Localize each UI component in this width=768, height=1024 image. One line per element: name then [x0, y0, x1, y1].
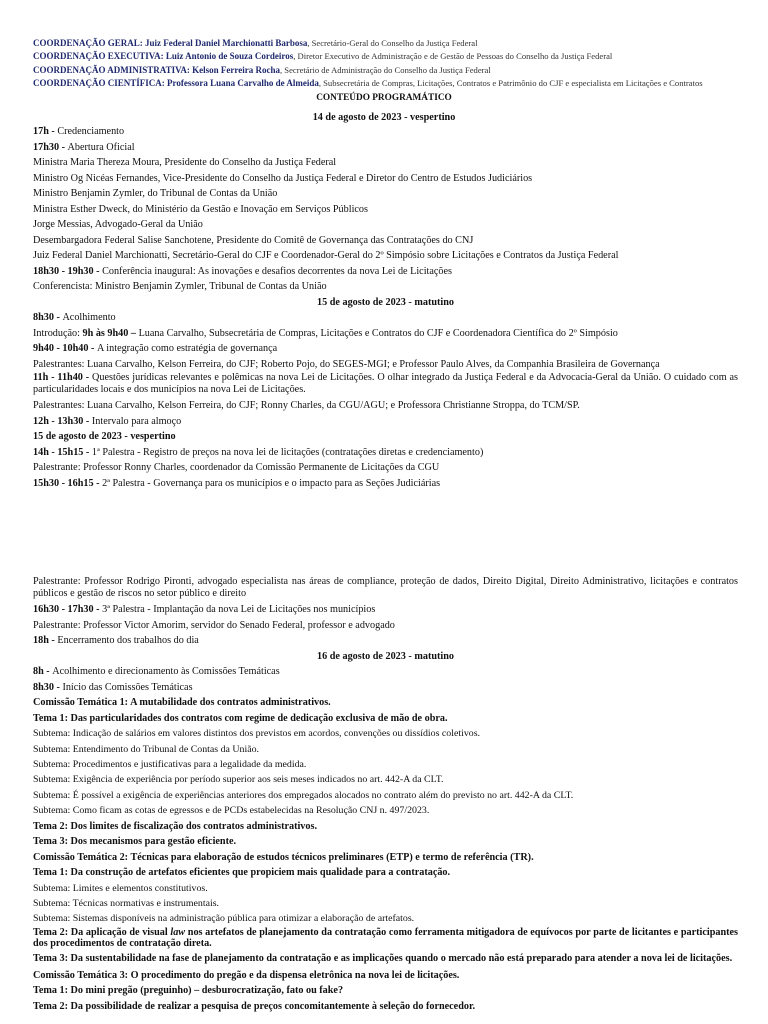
schedule-item	[33, 326, 738, 342]
speaker-line: Palestrante: Professor Rodrigo Pironti, advogado especialista nas áreas de compliance, proteção de dados, Direito Digital, Direito Administrativo, licitações e contratos públicos e gestão de riscos no setor público e direito	[33, 576, 738, 599]
item-text: Conferência inaugural: As inovações e desafios decorrentes da nova Lei de Licitações	[102, 265, 452, 277]
theme-heading: Tema 2: Da possibilidade de realizar a pesquisa de preços concomitantemente à seleção do fornecedor.	[33, 1000, 476, 1012]
speaker-line: Ministra Maria Thereza Moura, Presidente do Conselho da Justiça Federal	[33, 157, 337, 168]
subtheme-item: Subtema: Exigência de experiência por período superior aos seis meses indicados no art. 442-A da CLT.	[33, 774, 444, 786]
coordination-list	[33, 37, 753, 90]
item-prefix: Introdução:	[33, 327, 83, 339]
subtheme-item: Subtema: Como ficam as cotas de egressos e de PCDs estabelecidas na Resolução CNJ n. 497/2023.	[33, 805, 430, 817]
item-text: Acolhimento	[62, 312, 116, 323]
item-text: 3ª Palestra - Implantação da nova Lei de Licitações nos municípios	[102, 604, 376, 616]
item-text: Intervalo para almoço	[91, 415, 182, 427]
theme-heading: Tema 3: Da sustentabilidade na fase de planejamento da contratação e as implicações quando o mercado não está preparado para atender a nova lei de licitações.	[33, 953, 733, 965]
coordination-line: COORDENAÇÃO ADMINISTRATIVA: Kelson Ferreira Rocha, Secretário de Administração do Conselho da Justiça Federal	[33, 64, 491, 75]
item-text: A integração como estratégia de governança	[96, 343, 278, 354]
theme-heading: Tema 3: Dos mecanismos para gestão eficiente.	[33, 836, 237, 848]
time-label: 11h - 11h40 -	[33, 372, 93, 383]
time-label: 9h às 9h40 –	[82, 327, 137, 339]
speaker-line: Ministra Esther Dweck, do Ministério da Gestão e Inovação em Serviços Públicos	[33, 203, 368, 215]
theme-heading: 15 de agosto de 2023 - vespertino	[33, 431, 176, 443]
time-label: 9h40 - 10h40 -	[33, 343, 97, 354]
coordination-line: COORDENAÇÃO EXECUTIVA: Luiz Antonio de Souza Cordeiros, Diretor Executivo de Administração e de Gestão de Pessoas do Conselho da Justiça Federal	[33, 51, 613, 62]
schedule-item	[33, 310, 738, 326]
time-label: 15h30 - 16h15 -	[33, 477, 103, 489]
schedule-item	[33, 414, 738, 430]
time-label: 16h30 - 17h30 -	[33, 604, 103, 616]
coordination-line: COORDENAÇÃO CIENTÍFICA: Professora Luana Carvalho de Almeida, Subsecretária de Compras, Licitações, Contratos e Patrimônio do CJF e especialista em Licitações e Contratos	[33, 77, 703, 88]
theme-heading: Tema 1: Da construção de artefatos eficientes que propiciem mais qualidade para a contratação.	[33, 867, 451, 879]
time-label: 8h -	[33, 666, 53, 678]
date-heading: 16 de agosto de 2023 - matutino	[317, 650, 454, 662]
time-label: 17h -	[33, 126, 58, 137]
coordination-line: COORDENAÇÃO GERAL: Juiz Federal Daniel Marchionatti Barbosa, Secretário-Geral do Conselho da Justiça Federal	[33, 38, 478, 48]
item-text: Abertura Oficial	[67, 141, 135, 153]
item-text: Luana Carvalho, Subsecretária de Compras, Licitações e Contratos do CJF e Coordenadora Científica do 2º Simpósio	[136, 327, 618, 339]
speaker-line: Palestrantes: Luana Carvalho, Kelson Ferreira, do CJF; Roberto Pojo, do SEGES-MGI; e Professor Paulo Alves, da Companhia Brasileira de Governança	[33, 358, 660, 370]
item-text: Encerramento dos trabalhos do dia	[57, 635, 199, 647]
schedule-block	[33, 124, 738, 491]
schedule-item	[33, 140, 738, 156]
item-text: Início das Comissões Temáticas	[62, 681, 193, 693]
speaker-line: Palestrantes: Luana Carvalho, Kelson Ferreira, do CJF; Ronny Charles, da CGU/AGU; e Professora Christianne Stroppa, do TCM/SP.	[33, 400, 580, 412]
theme-heading: Comissão Temática 1: A mutabilidade dos contratos administrativos.	[33, 697, 331, 709]
subtheme-item: Subtema: Entendimento do Tribunal de Contas da União.	[33, 743, 260, 755]
theme-heading: Comissão Temática 3: O procedimento do pregão e da dispensa eletrônica na nova lei de licitações.	[33, 969, 460, 981]
subtheme-item: Subtema: É possível a exigência de experiências anteriores dos empregados alocados no contrato além do previsto no art. 442-A da CLT.	[33, 789, 574, 801]
subtheme-item: Subtema: Limites e elementos constitutivos.	[33, 882, 208, 894]
item-text: Acolhimento e direcionamento às Comissões Temáticas	[52, 666, 280, 678]
schedule-item	[33, 664, 738, 680]
theme-heading: Tema 2: Dos limites de fiscalização dos contratos administrativos.	[33, 820, 318, 832]
speaker-line: Jorge Messias, Advogado-Geral da União	[33, 219, 203, 230]
theme-heading: Tema 1: Do mini pregão (preguinho) – desburocratização, fato ou fake?	[33, 985, 344, 997]
speaker-line: Ministro Og Nicéas Fernandes, Vice-Presidente do Conselho da Justiça Federal e Diretor do Centro de Estudos Judiciários	[33, 172, 533, 184]
schedule-block	[33, 576, 738, 1014]
time-label: 12h - 13h30 -	[33, 415, 92, 427]
schedule-item	[33, 445, 738, 461]
schedule-item	[33, 602, 738, 618]
item-text: 1ª Palestra - Registro de preços na nova lei de licitações (contratações diretas e credenciamento)	[91, 446, 484, 458]
date-heading: 14 de agosto de 2023 - vespertino	[312, 112, 456, 123]
schedule-item	[33, 680, 738, 696]
schedule-item	[33, 633, 738, 649]
theme-heading: Tema 1: Das particularidades dos contratos com regime de dedicação exclusiva de mão de obra.	[33, 712, 448, 724]
program-title: CONTEÚDO PROGRAMÁTICO	[316, 93, 452, 103]
subtheme-item: Subtema: Sistemas disponíveis na administração pública para otimizar a elaboração de artefatos.	[33, 913, 415, 925]
speaker-line: Desembargadora Federal Salise Sanchotene, Presidente do Comitê de Governança das Contratações do CNJ	[33, 234, 474, 246]
schedule-item	[33, 476, 738, 492]
schedule-item	[33, 264, 738, 280]
schedule-item	[33, 124, 738, 140]
speaker-line: Palestrante: Professor Victor Amorim, servidor do Senado Federal, professor e advogado	[33, 619, 395, 631]
time-label: 8h30 -	[33, 312, 63, 323]
italic-word: law	[170, 926, 186, 938]
date-heading: 15 de agosto de 2023 - matutino	[317, 296, 454, 308]
speaker-line: Juiz Federal Daniel Marchionatti, Secretário-Geral do CJF e Coordenador-Geral do 2º Simpósio sobre Licitações e Contratos da Justiça Federal	[33, 250, 619, 261]
item-text: Credenciamento	[57, 126, 125, 137]
subtheme-item: Subtema: Técnicas normativas e instrumentais.	[33, 898, 220, 910]
speaker-line: Ministro Benjamin Zymler, do Tribunal de Contas da União	[33, 188, 278, 199]
item-text: Questões jurídicas relevantes e polêmicas na nova Lei de Licitações. O olhar integrado da Justiça Federal e da Advocacia-Geral da União. O cuidado com as particularidades locais e dos municípios na nova Lei de Licitações.	[33, 372, 738, 395]
subtheme-item: Subtema: Indicação de salários em valores distintos dos previstos em acordos, convenções ou dissídios coletivos.	[33, 728, 481, 740]
speaker-line: Palestrante: Professor Ronny Charles, coordenador da Comissão Permanente de Licitações da CGU	[33, 462, 440, 474]
item-text: 2ª Palestra - Governança para os municípios e o impacto para as Seções Judiciárias	[102, 477, 441, 489]
theme-heading: Tema 2: Da aplicação de visual law nos artefatos de planejamento da contratação como ferramenta mitigadora de equívocos por parte de licitantes e participantes dos procedimentos de contratação direta.	[33, 926, 739, 950]
subtheme-item: Subtema: Procedimentos e justificativas para a legalidade da medida.	[33, 759, 307, 770]
time-label: 14h - 15h15 -	[33, 446, 92, 458]
speaker-line: Conferencista: Ministro Benjamin Zymler, Tribunal de Contas da União	[33, 281, 327, 292]
time-label: 8h30 -	[33, 681, 63, 693]
time-label: 18h30 - 19h30 -	[33, 265, 103, 277]
time-label: 18h -	[33, 635, 58, 647]
time-label: 17h30 -	[33, 141, 68, 153]
schedule-item	[33, 341, 738, 357]
schedule-item	[33, 372, 738, 395]
theme-heading: Comissão Temática 2: Técnicas para elaboração de estudos técnicos preliminares (ETP) e termo de referência (TR).	[33, 851, 534, 863]
